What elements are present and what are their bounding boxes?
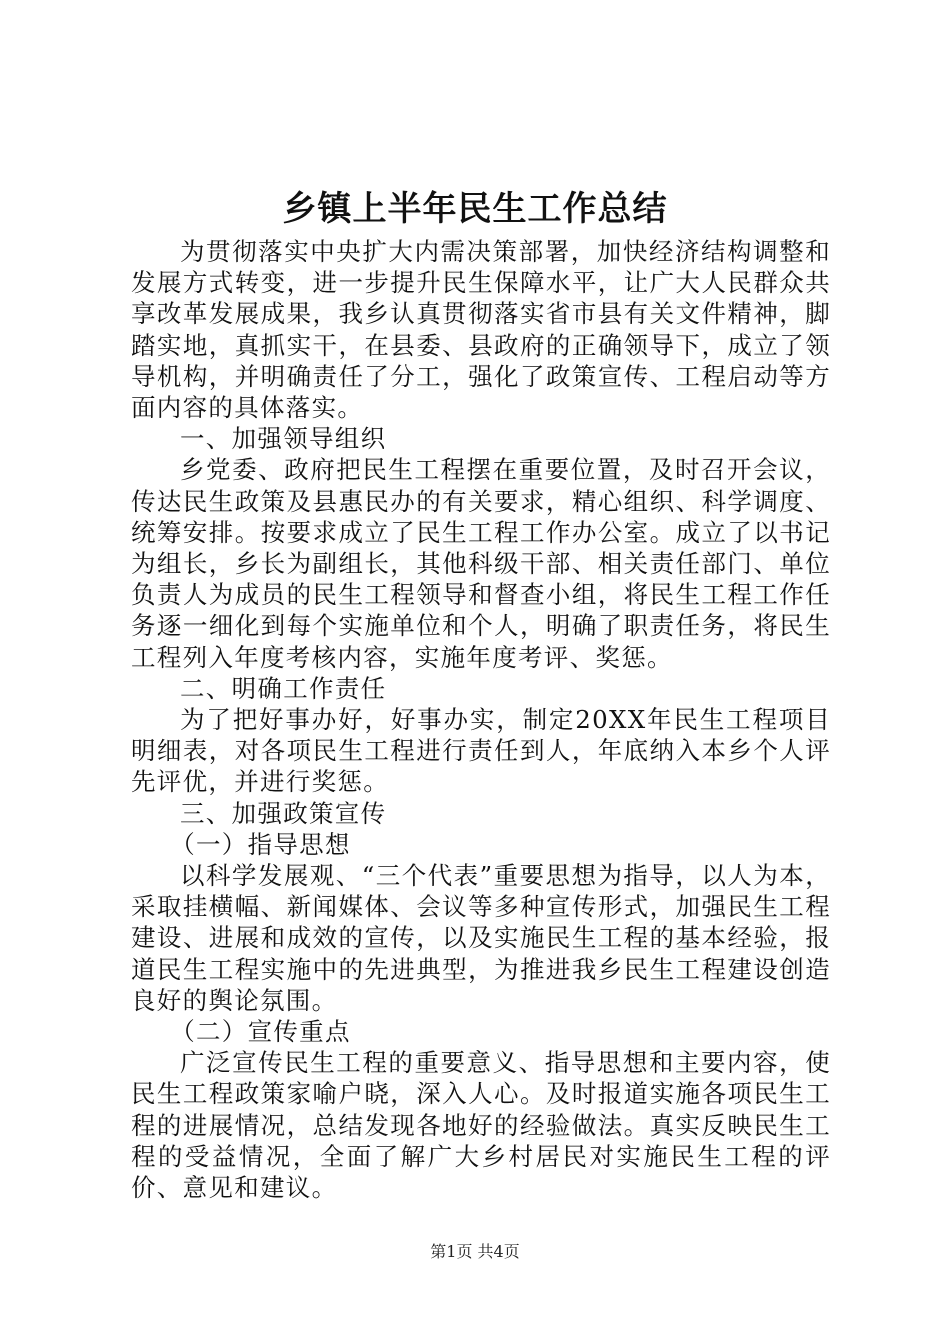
section-heading-responsibility: 二、明确工作责任 <box>180 673 387 703</box>
section-paragraph-leadership: 乡党委、政府把民生工程摆在重要位置，及时召开会议，传达民生政策及县惠民办的有关要求，精心组织、科学调度、统筹安排。按要求成立了民生工程工作办公室。成立了以书记为组长，乡长为副组长，其他科级干部、相关责任部门、单位负责人为成员的民生工程领导和督查小组，将民生工程工作任务逐一细化到每个实施单位和个人，明确了职责任务，将民生工程列入年度考核内容，实施年度考评、奖惩。 <box>131 455 831 672</box>
section-paragraph-responsibility: 为了把好事办好，好事办实，制定20XX年民生工程项目明细表，对各项民生工程进行责任到人，年底纳入本乡个人评先评优，并进行奖惩。 <box>131 705 831 797</box>
section-heading-publicity: 三、加强政策宣传 <box>180 798 387 828</box>
subsection-paragraph-publicity-focus: 广泛宣传民生工程的重要意义、指导思想和主要内容，使民生工程政策家喻户晓，深入人心。及时报道实施各项民生工程的进展情况，总结发现各地好的经验做法。真实反映民生工程的受益情况，全面了解广大乡村居民对实施民生工程的评价、意见和建议。 <box>131 1048 831 1203</box>
section-heading-leadership: 一、加强领导组织 <box>180 424 387 454</box>
subsection-paragraph-guiding-ideology: 以科学发展观、“三个代表”重要思想为指导，以人为本，采取挂横幅、新闻媒体、会议等多种宣传形式，加强民生工程建设、进展和成效的宣传，以及实施民生工程的基本经验，报道民生工程实施中的先进典型，为推进我乡民生工程建设创造良好的舆论氛围。 <box>131 861 831 1015</box>
subsection-heading-guiding-ideology: （一）指导思想 <box>170 829 351 859</box>
intro-paragraph: 为贯彻落实中央扩大内需决策部署，加快经济结构调整和发展方式转变，进一步提升民生保障水平，让广大人民群众共享改革发展成果，我乡认真贯彻落实省市县有关文件精神，脚踏实地，真抓实干，在县委、县政府的正确领导下，成立了领导机构，并明确责任了分工，强化了政策宣传、工程启动等方面内容的具体落实。 <box>131 237 831 423</box>
document-title: 乡镇上半年民生工作总结 <box>282 189 668 229</box>
page-number-footer: 第1页 共4页 <box>430 1242 520 1261</box>
document-body <box>131 236 831 1203</box>
subsection-heading-publicity-focus: （二）宣传重点 <box>170 1017 351 1047</box>
